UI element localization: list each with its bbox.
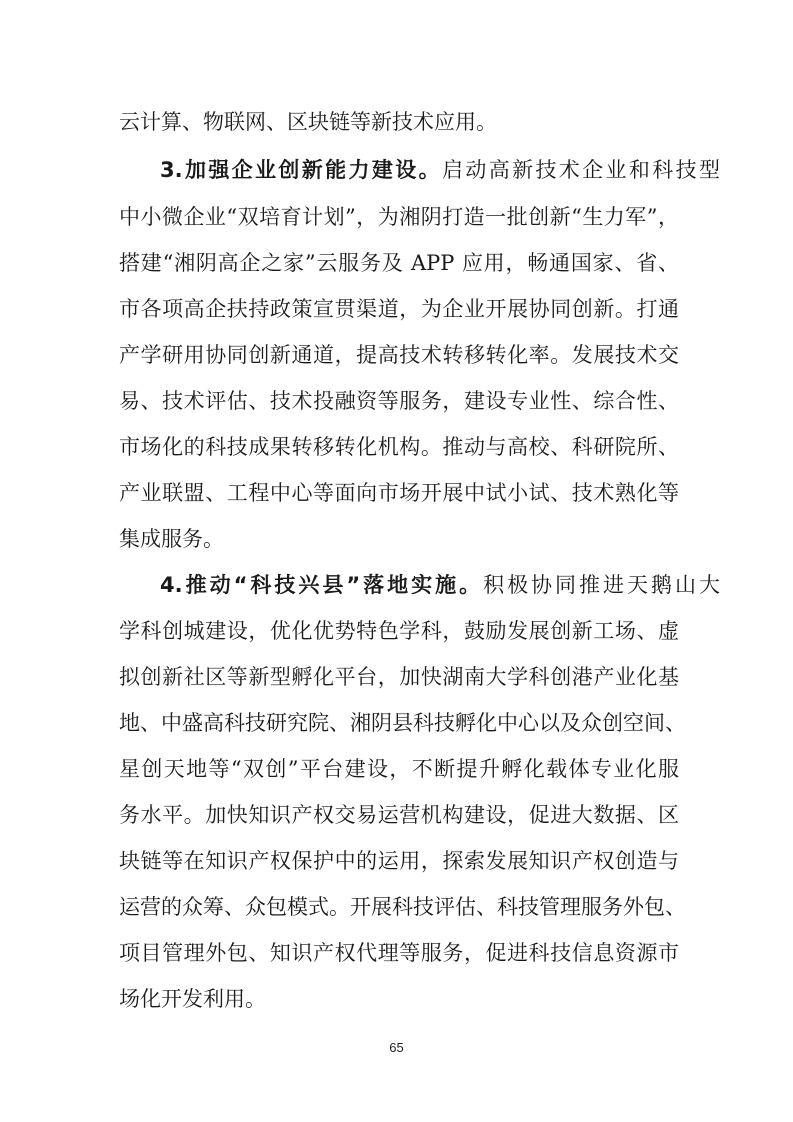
page-number: 65	[389, 1040, 404, 1055]
text-line: 务水平。加快知识产权交易运营机构建设，促进大数据、区	[119, 803, 679, 827]
text-line: 产业联盟、工程中心等面向市场开展中试小试、技术熟化等	[119, 481, 679, 505]
text-line: 集成服务。	[119, 527, 224, 551]
text-line: 场化开发利用。	[119, 987, 266, 1011]
text-line: 产学研用协同创新通道，提高技术转移转化率。发展技术交	[119, 343, 679, 367]
text-line: 云计算、物联网、区块链等新技术应用。	[119, 110, 497, 134]
paragraph-4-lead-text: 积极协同推进天鹅山大	[483, 573, 720, 597]
text-line: 地、中盛高科技研究院、湘阴县科技孵化中心以及众创空间、	[119, 711, 686, 735]
text-line: 项目管理外包、知识产权代理等服务，促进科技信息资源市	[119, 941, 679, 965]
paragraph-3-heading: 3.加强企业创新能力建设。	[160, 158, 442, 182]
text-line: 学科创城建设，优化优势特色学科，鼓励发展创新工场、虚	[119, 619, 679, 643]
text-line: 易、技术评估、技术投融资等服务，建设专业性、综合性、	[119, 389, 679, 413]
paragraph-3-first-line	[160, 152, 720, 188]
text-line: 块链等在知识产权保护中的运用，探索发展知识产权创造与	[119, 849, 679, 873]
paragraph-4-first-line	[160, 567, 720, 603]
paragraph-4-heading: 4.推动“科技兴县”落地实施。	[160, 573, 484, 597]
text-line: 拟创新社区等新型孵化平台，加快湖南大学科创港产业化基	[119, 665, 679, 689]
text-line: 中小微企业“双培育计划”，为湘阴打造一批创新“生力军”，	[119, 205, 679, 229]
paragraph-3-lead-text: 启动高新技术企业和科技型	[441, 158, 721, 182]
text-line: 搭建“湘阴高企之家”云服务及 APP 应用，畅通国家、省、	[119, 251, 679, 275]
text-line: 星创天地等“双创”平台建设，不断提升孵化载体专业化服	[119, 757, 679, 781]
text-line: 市各项高企扶持政策宣贯渠道，为企业开展协同创新。打通	[119, 297, 679, 321]
text-line: 运营的众筹、众包模式。开展科技评估、科技管理服务外包、	[119, 895, 686, 919]
text-line: 市场化的科技成果转移转化机构。推动与高校、科研院所、	[119, 435, 679, 459]
